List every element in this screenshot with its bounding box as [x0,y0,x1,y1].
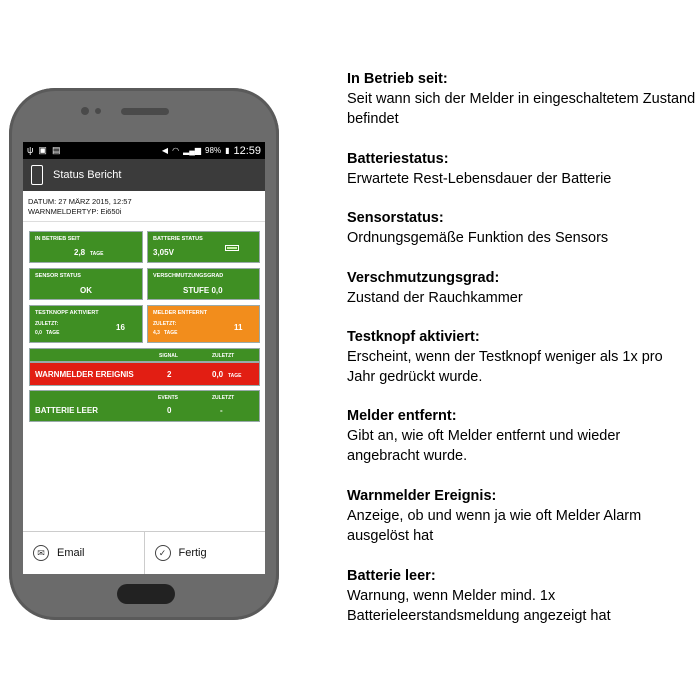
email-button[interactable] [23,532,144,574]
warnmelder-header [29,348,260,362]
tile-batterie-leer[interactable] [29,390,260,422]
signal-header: SIGNAL [159,353,178,359]
tile-value: 3,05V [153,248,174,257]
app-title: Status Bericht [53,169,122,181]
speaker-grille [121,108,169,115]
tile-zuletzt-label: ZULETZT: [35,321,59,327]
desc-warnmelder [347,487,697,546]
sensor-icon [95,108,101,114]
phone-screen [23,142,265,574]
signal-icon: ▂▄▆ [183,146,202,155]
zuletzt-header: ZULETZT [212,395,235,401]
tile-label: MELDER ENTFERNT [153,310,208,316]
action-bar [23,531,265,574]
events-value: 0 [167,406,172,415]
desc-batterie-leer [347,567,667,626]
fertig-label: Fertig [178,547,207,559]
desc-batteriestatus [347,150,697,189]
fertig-button[interactable] [144,532,266,574]
desc-sensorstatus [347,209,697,248]
desc-text: Warnung, wenn Melder mind. 1x Batterieleerstandsmeldung angezeigt hat [347,588,611,624]
battery-percent: 98% [205,146,222,155]
desc-melder-entfernt [347,407,677,466]
tile-count: 11 [234,323,243,332]
tile-value: 2,8 [74,248,86,257]
tile-verschmutzung[interactable] [147,268,260,300]
tile-label: WARNMELDER EREIGNIS [35,370,134,379]
desc-title: Testknopf aktiviert: [347,329,480,345]
email-icon: ✉ [33,545,49,561]
battery-icon: ▮ [225,146,230,155]
email-label: Email [57,547,85,559]
desc-text: Seit wann sich der Melder in eingeschaltetem Zustand befindet [347,91,696,127]
tile-sensor[interactable] [29,268,143,300]
desc-title: Batterie leer: [347,568,436,584]
desc-text: Zustand der Rauchkammer [347,290,523,306]
tile-testknopf[interactable] [29,305,143,343]
device-info [23,191,265,222]
desc-title: Sensorstatus: [347,210,444,226]
phone-app-icon [31,165,43,185]
status-grid [23,222,265,432]
events-header: EVENTS [158,395,179,401]
tile-label: BATTERIE STATUS [153,236,203,242]
desc-verschmutzungsgrad [347,269,697,308]
tile-warnmelder-ereignis[interactable] [29,362,260,386]
tile-zuletzt-label: ZULETZT: [153,321,177,327]
signal-value: 2 [167,370,172,379]
date-text: DATUM: 27 MÄRZ 2015, 12:57 [28,197,132,206]
tile-label: BATTERIE LEER [35,406,98,415]
app-bar [23,159,265,191]
tile-label: SENSOR STATUS [35,273,81,279]
tile-label: TESTKNOPF AKTIVIERT [35,310,99,316]
status-bar [23,142,265,159]
desc-text: Ordnungsgemäße Funktion des Sensors [347,230,609,246]
wifi-icon: ◠ [172,146,180,155]
desc-title: Warnmelder Ereignis: [347,488,497,504]
battery-icon [225,245,239,251]
tile-value: STUFE 0,0 [183,286,223,295]
tile-label: VERSCHMUTZUNGSGRAD [153,273,224,279]
tile-value: OK [80,286,92,295]
tile-melder-entfernt[interactable] [147,305,260,343]
mute-icon: ◀ [161,146,169,155]
device-type-text: WARNMELDERTYP: Ei650i [28,207,122,216]
desc-text: Anzeige, ob und wenn ja wie oft Melder Alarm ausgelöst hat [347,508,642,544]
tile-zuletzt-unit: TAGE [164,330,178,336]
tile-batterie[interactable] [147,231,260,263]
tile-label: IN BETRIEB SEIT [35,236,80,242]
tile-unit: TAGE [90,251,104,257]
zuletzt-unit: TAGE [228,373,242,379]
desc-text: Erscheint, wenn der Testknopf weniger als 1x pro Jahr gedrückt wurde. [347,349,663,385]
check-icon: ✓ [155,545,171,561]
front-camera-icon [81,107,89,115]
usb-icon: ψ [27,145,34,155]
desc-text: Erwartete Rest-Lebensdauer der Batterie [347,171,612,187]
tile-zuletzt-unit: TAGE [46,330,60,336]
desc-title: In Betrieb seit: [347,71,448,87]
desc-in-betrieb [347,70,697,129]
desc-text: Gibt an, wie oft Melder entfernt und wieder angebracht wurde. [347,428,621,464]
tile-zuletzt-value: 4,3 [153,330,160,336]
tile-in-betrieb[interactable] [29,231,143,263]
notification-icon: ▤ [51,145,61,155]
tile-count: 16 [116,323,125,332]
zuletzt-header: ZULETZT [212,353,235,359]
image-icon: ▣ [38,145,47,155]
zuletzt-value: 0,0 [212,370,224,379]
desc-title: Melder entfernt: [347,408,457,424]
desc-title: Batteriestatus: [347,151,449,167]
tile-zuletzt-value: 0,0 [35,330,42,336]
desc-testknopf [347,328,667,387]
zuletzt-value: - [220,406,223,415]
home-button[interactable] [117,584,175,604]
clock: 12:59 [233,144,261,157]
desc-title: Verschmutzungsgrad: [347,270,500,286]
